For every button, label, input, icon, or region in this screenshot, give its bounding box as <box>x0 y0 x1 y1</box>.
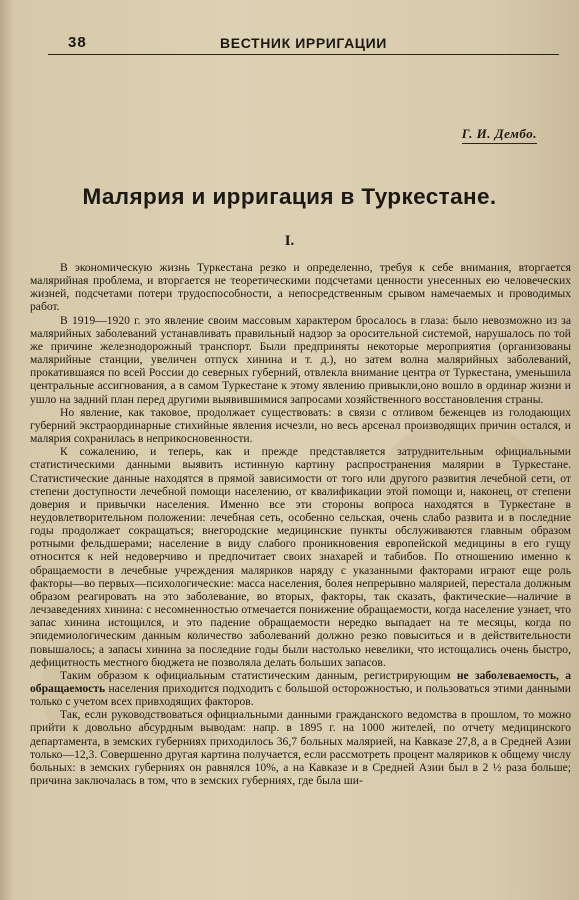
page-number: 38 <box>68 34 87 51</box>
paragraph: В 1919—1920 г. это явление своим массовым характером бросалось в глаза: было невозможно из за малярийных заболеваний устанавливать правильный надзор за оросительной системой, нарушалось по той же причине железнодорожный транспорт. Были предприняты некоторые мероприятия (организованы малярийные станции, увеличен отпуск хинина и т. д.), но затем волна малярийных заболеваний, прокатившаяся по всей России до северных губерний, отвлекла внимание центра от Туркестана, уменьшила центральные ассигнования, а в самом Туркестане к этому явлению привыкли,оно вошло в ординар жизни и ушло на задний план перед другими выявившимися запросами хозяйственного восстановления страны. <box>30 313 571 406</box>
emphasized-text: не заболеваемость, а обращаемость <box>30 668 571 695</box>
article-body <box>30 261 571 787</box>
article-author: Г. И. Дембо. <box>462 126 537 144</box>
paragraph-text: населения приходится подходить с большой осторожностью, и пользоваться этими данными только с учетом всех привходящих факторов. <box>30 682 571 709</box>
article-title: Малярия и ирригация в Туркестане. <box>82 184 497 209</box>
paragraph <box>30 669 571 708</box>
paragraph: Но явление, как таковое, продолжает существовать: в связи с отливом беженцев из голодающих губерний экстраординарные стихийные явления исчезли, но весь арсенал производящих причин остался, и малярия сохранилась в неприкосновенности. <box>30 405 571 446</box>
journal-title: ВЕСТНИК ИРРИГАЦИИ <box>220 35 387 51</box>
paragraph: К сожалению, и теперь, как и прежде представляется затруднительным официальными статистическими данными выявить истинную картину распространения малярии в Туркестане. Статистические данные находятся в прямой зависимости от того или другого развития лечебной сети, от степени доступности лечебной помощи населению, от квалификации этой помощи и, наконец, от степени доверия и привычки населения. Именно все эти стороны вопроса находятся в Туркестане в неудовлетворительном положении: лечебная сеть, особенно сельская, очень слабо развита и в последние годы продолжает сокращаться; внегородские медицинские пункты обслуживаются главным образом ротными фельдшерами; население в виду слабого проникновения европейской медицины в его гущу относится к ней недоверчиво и предпочитает своих знахарей и табибов. По отношению именно к обращаемости в лечебные учреждения маляриков наряду с указанными факторами играют еще роль факторы—во первых—психологические: масса населения, болея непрерывно малярией, перестала должным образом реагировать на это заболевание, во вторых, факторы, так сказать, фактические—наличие в лечзаведениях хинина: с несомненностью отмечается понижение обращаемости, когда население узнает, что запас хинина истощился, и это падение обращаемости нередко выпадает на те месяцы, когда по эпидемиологическим данным количество заболеваний должно резко повыситься и в действительности повышалось; а запасы хинина за последние годы были настолько невелики, что истощались очень быстро, дефицитность местного бюджета не позволяла делать больших запасов. <box>30 445 571 669</box>
paragraph-text: Таким образом к официальным статистическим данным, регистрирующим <box>60 668 451 682</box>
running-header <box>48 30 559 55</box>
paragraph: Так, если руководствоваться официальными данными гражданского ведомства в прошлом, то можно прийти к довольно абсурдным выводам: напр. в 1895 г. на 1000 жителей, по отчету медицинского департамента, в земских губерниях приходилось 36,7 больных малярией, на Кавказе 27,8, а в Средней Азии только—12,3. Совершенно другая картина получается, если рассмотреть процент маляриков к общему числу больных: в земских губерниях он равнялся 10%, а на Кавказе и в Средней Азии был в 2 ½ раза больше; причина заключалась в том, что в земских губерниях, где была ши- <box>30 708 571 788</box>
section-number: I. <box>284 233 295 249</box>
paragraph: В экономическую жизнь Туркестана резко и определенно, требуя к себе внимания, вторгается малярийная проблема, и вторгается не теоретическими подсчетами ценности унесенных ею человеческих жизней, подсчетами потери трудоспособности, а непосредственным срывом намечаемых и проводимых работ. <box>30 261 571 314</box>
